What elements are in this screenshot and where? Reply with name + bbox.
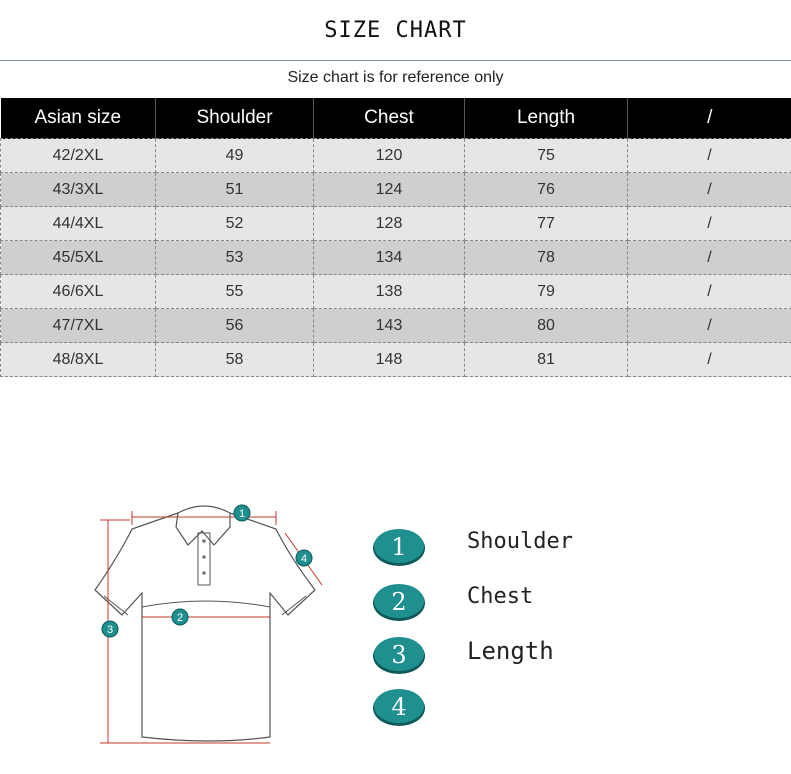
cell-length: 76 [465,173,628,207]
page-title: SIZE CHART [324,18,467,43]
table-row [1,275,791,309]
column-header-slash: / [628,98,791,139]
number-badge-1 [372,525,426,567]
cell-size: 48/8XL [1,343,156,377]
cell-slash: / [628,139,791,173]
legend-label-shoulder: Shoulder [467,529,573,554]
cell-size: 45/5XL [1,241,156,275]
svg-text:1: 1 [238,508,246,520]
cell-length: 77 [465,207,628,241]
number-badge-4 [372,685,426,727]
table-row [1,139,791,173]
table-row [1,241,791,275]
cell-length: 80 [465,309,628,343]
column-header-length: Length [465,98,628,139]
cell-size: 47/7XL [1,309,156,343]
svg-text:2: 2 [176,612,184,624]
cell-chest: 124 [314,173,465,207]
marker-4 [296,550,312,566]
cell-chest: 148 [314,343,465,377]
title-divider [0,60,791,61]
shirt-diagram [90,495,340,755]
cell-shoulder: 51 [156,173,314,207]
shirt-outline [95,513,315,741]
cell-slash: / [628,343,791,377]
cell-length: 79 [465,275,628,309]
cell-shoulder: 55 [156,275,314,309]
table-row [1,309,791,343]
svg-text:3: 3 [391,641,407,669]
cell-chest: 120 [314,139,465,173]
table-row [1,207,791,241]
marker-1 [234,505,250,521]
cell-slash: / [628,173,791,207]
svg-text:2: 2 [391,588,407,616]
reference-note: Size chart is for reference only [287,69,504,86]
svg-text:1: 1 [391,533,407,561]
cell-slash: / [628,207,791,241]
cell-chest: 138 [314,275,465,309]
cell-size: 46/6XL [1,275,156,309]
cell-shoulder: 49 [156,139,314,173]
cell-shoulder: 53 [156,241,314,275]
cell-length: 81 [465,343,628,377]
cell-shoulder: 52 [156,207,314,241]
cell-chest: 134 [314,241,465,275]
svg-text:4: 4 [300,553,308,565]
svg-text:4: 4 [391,693,407,721]
cell-chest: 143 [314,309,465,343]
svg-text:3: 3 [106,624,114,636]
cell-chest: 128 [314,207,465,241]
cell-length: 75 [465,139,628,173]
cell-shoulder: 58 [156,343,314,377]
column-header-chest: Chest [314,98,465,139]
column-header-asian-size: Asian size [1,98,156,139]
table-header-row [1,98,791,139]
cell-slash: / [628,275,791,309]
cell-slash: / [628,241,791,275]
table-row [1,343,791,377]
marker-2 [172,609,188,625]
number-badge-3 [372,633,426,675]
cell-size: 44/4XL [1,207,156,241]
table-row [1,173,791,207]
legend-label-chest: Chest [467,584,534,609]
number-badge-2 [372,580,426,622]
cell-size: 42/2XL [1,139,156,173]
column-header-shoulder: Shoulder [156,98,314,139]
size-table [0,98,791,377]
legend-label-length: Length [467,637,554,665]
cell-size: 43/3XL [1,173,156,207]
cell-length: 78 [465,241,628,275]
cell-slash: / [628,309,791,343]
marker-3 [102,621,118,637]
cell-shoulder: 56 [156,309,314,343]
